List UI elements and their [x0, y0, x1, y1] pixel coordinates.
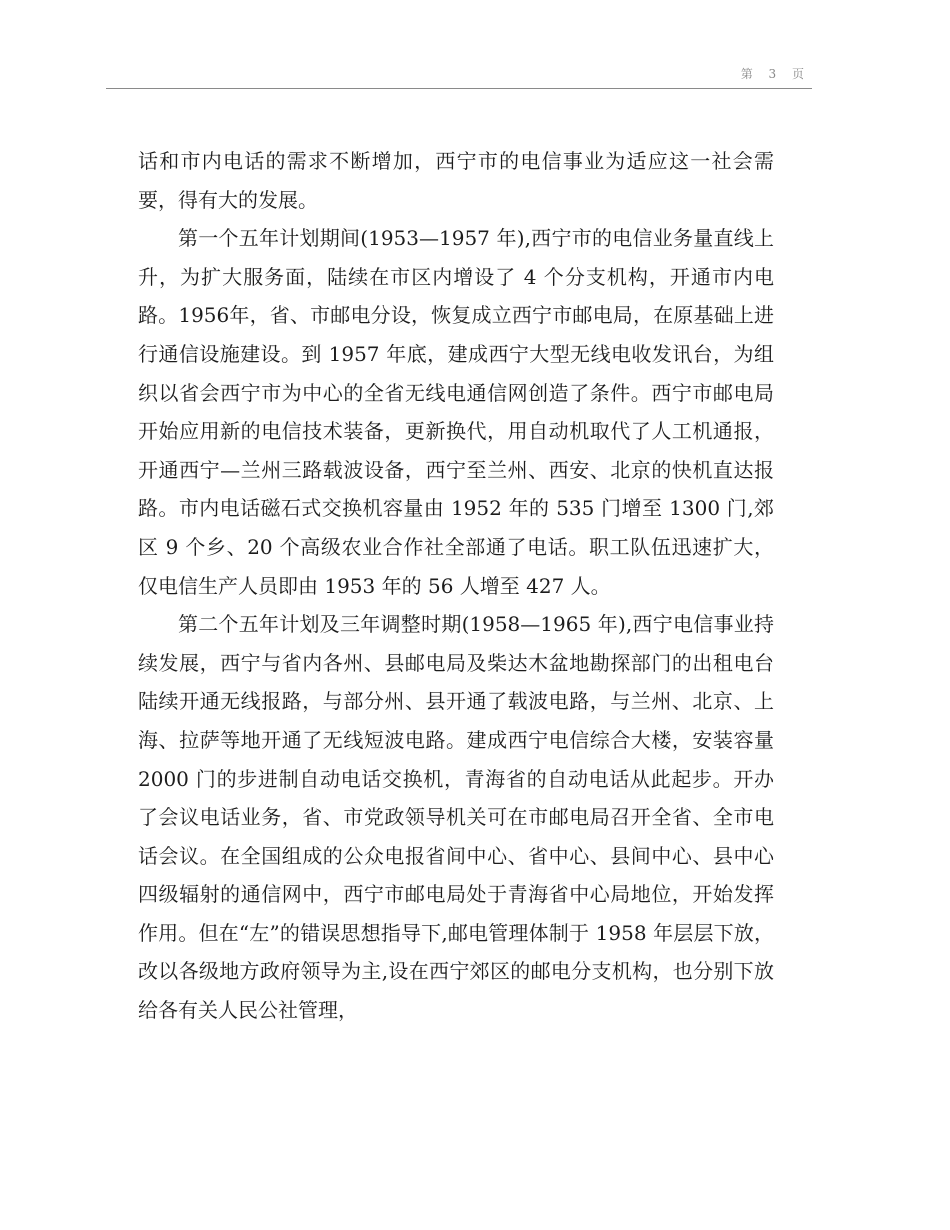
- body-text: [138, 142, 774, 1030]
- paragraph-second-five-year-plan: 第二个五年计划及三年调整时期(1958—1965 年),西宁电信事业持续发展，西宁与省内各州、县邮电局及柴达木盆地勘探部门的出租电台陆续开通无线报路，与部分州、县开通了载波电路，与兰州、北京、上海、拉萨等地开通了无线短波电路。建成西宁电信综合大楼，安装容量 2000 门的步进制自动电话交换机，青海省的自动电话从此起步。开办了会议电话业务，省、市党政领导机关可在市邮电局召开全省、全市电话会议。在全国组成的公众电报省间中心、省中心、县间中心、县中心四级辐射的通信网中，西宁市邮电局处于青海省中心局地位，开始发挥作用。但在“左”的错误思想指导下,邮电管理体制于 1958 年层层下放，改以各级地方政府领导为主,设在西宁郊区的邮电分支机构，也分别下放给各有关人民公社管理，: [138, 612, 774, 1023]
- paragraph-continuation: 话和市内电话的需求不断增加，西宁市的电信事业为适应这一社会需要，得有大的发展。: [138, 149, 774, 212]
- paragraph-first-five-year-plan: 第一个五年计划期间(1953—1957 年),西宁市的电信业务量直线上升，为扩大服务面，陆续在市区内增设了 4 个分支机构，开通市内电路。1956年，省、市邮电分设，恢复成立西宁市邮电局，在原基础上进行通信设施建设。到 1957 年底，建成西宁大型无线电收发讯台，为组织以省会西宁市为中心的全省无线电通信网创造了条件。西宁市邮电局开始应用新的电信技术装备，更新换代，用自动机取代了人工机通报，开通西宁—兰州三路载波设备，西宁至兰州、西安、北京的快机直达报路。市内电话磁石式交换机容量由 1952 年的 535 门增至 1300 门,郊区 9 个乡、20 个高级农业合作社全部通了电话。职工队伍迅速扩大，仅电信生产人员即由 1953 年的 56 人增至 427 人。: [138, 226, 774, 598]
- page-header: [106, 58, 812, 89]
- page-number: 第 3 页: [740, 67, 810, 81]
